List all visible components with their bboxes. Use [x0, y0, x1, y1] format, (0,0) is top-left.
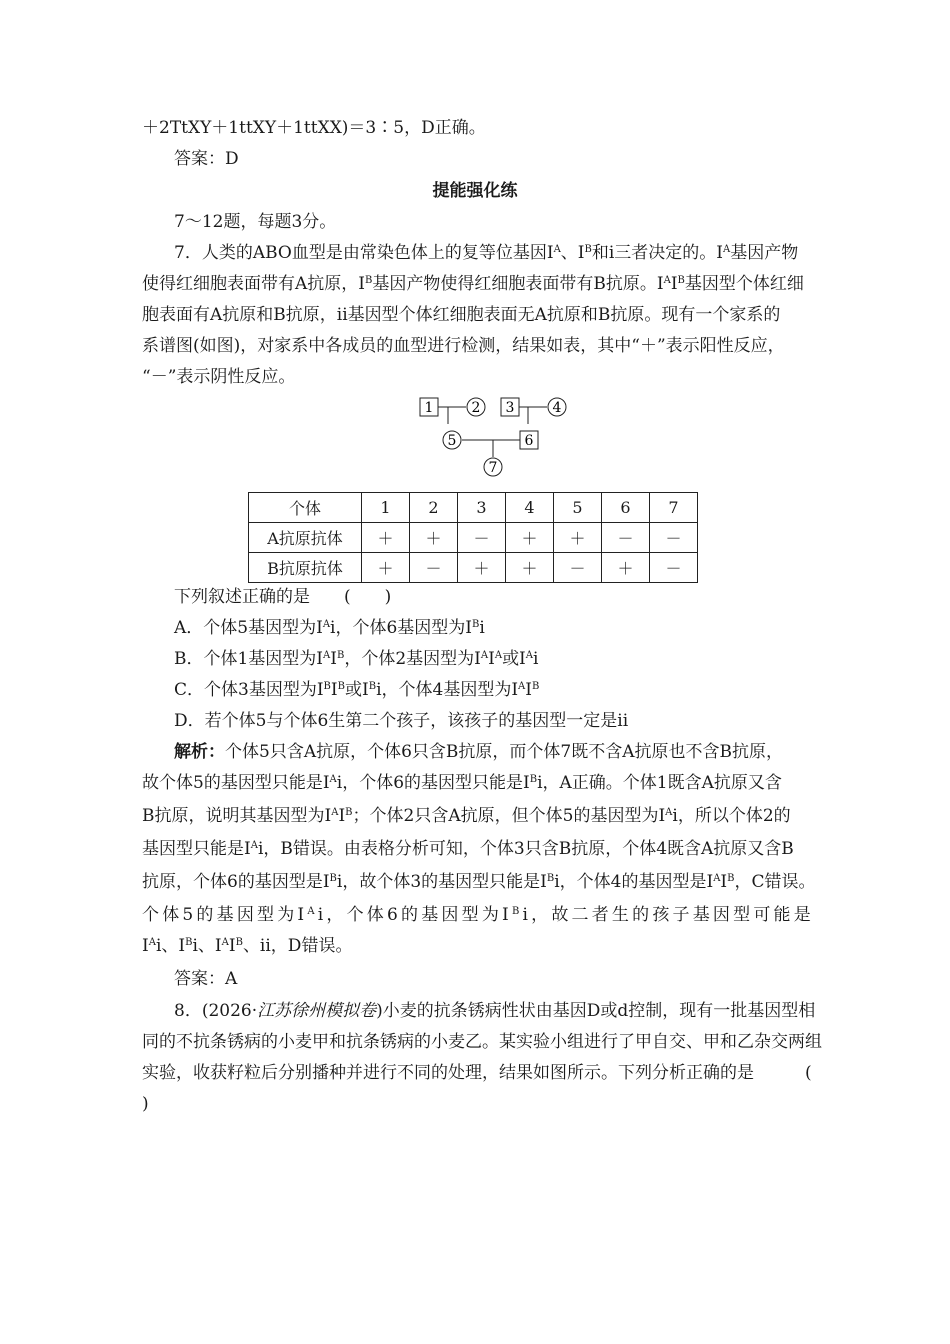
q8-stem-line-4: ): [142, 1094, 149, 1114]
svg-text:5: 5: [447, 433, 457, 449]
q8-stem-line-1: 8．(2026·江苏徐州模拟卷)小麦的抗条锈病性状由基因D或d控制，现有一批基因型相: [174, 1001, 816, 1021]
q7-option-c: C．个体3基因型为$I^BI^B$或$I^Bi$，个体4基因型为$I^AI^B$: [174, 680, 540, 700]
svg-text:7: 7: [488, 460, 498, 476]
q7-option-b: B．个体1基因型为$I^AI^B$，个体2基因型为$I^AI^A$或$I^Ai$: [174, 649, 539, 669]
pedigree-diagram: [410, 392, 580, 484]
q7-stem-line-5: “－”表示阴性反应。: [142, 367, 296, 387]
table-header-row: 个体 1 2 3 4 5 6 7: [249, 493, 698, 523]
q7-explanation-line-4: 基因型只能是$I^Ai$，B错误。由表格分析可知，个体3只含B抗原，个体4既含A抗原又含B: [142, 839, 794, 859]
q7-explanation-line-6: 个体5的基因型为$I^Ai$，个体6的基因型为$I^Bi$，故二者生的孩子基因型可能是: [142, 905, 814, 925]
pedigree-individual-4: [548, 398, 566, 416]
pedigree-individual-3: [501, 398, 519, 416]
q8-stem-line-3: 实验，收获籽粒后分别播种并进行不同的处理，结果如图所示。下列分析正确的是 (: [142, 1063, 812, 1083]
prev-question-tail: ＋2TtXY＋1ttXY＋1ttXX)＝3∶5，D正确。: [142, 118, 486, 138]
table-row: B抗原抗体 ＋ － ＋ ＋ － ＋ －: [249, 553, 698, 583]
pedigree-individual-5: [443, 431, 461, 449]
q7-explanation-line-2: 故个体5的基因型只能是$I^Ai$，个体6的基因型只能是$I^Bi$，A正确。个体1既含A抗原又含: [142, 773, 782, 793]
prev-answer: 答案：D: [174, 149, 239, 169]
q7-option-a: A．个体5基因型为$I^Ai$，个体6基因型为$I^Bi$: [174, 618, 485, 638]
q7-prompt: 下列叙述正确的是 ( ): [174, 587, 392, 607]
svg-text:6: 6: [524, 433, 534, 449]
svg-text:2: 2: [471, 400, 481, 416]
q7-stem-line-3: 胞表面有A抗原和B抗原，ii基因型个体红细胞表面无A抗原和B抗原。现有一个家系的: [142, 305, 781, 325]
q8-stem-line-2: 同的不抗条锈病的小麦甲和抗条锈病的小麦乙。某实验小组进行了甲自交、甲和乙杂交两组: [142, 1032, 822, 1052]
antigen-result-table: [248, 492, 698, 583]
table-row: A抗原抗体 ＋ ＋ － ＋ ＋ － －: [249, 523, 698, 553]
q7-stem-line-1: 7．人类的ABO血型是由常染色体上的复等位基因$I^A$、$I^B$和i三者决定的。$I^A$基因产物: [174, 243, 799, 263]
pedigree-individual-2: [467, 398, 485, 416]
section-note: 7～12题，每题3分。: [174, 212, 337, 232]
svg-text:3: 3: [505, 400, 515, 416]
pedigree-individual-1: [420, 398, 438, 416]
q7-explanation-line-5: 抗原，个体6的基因型是$I^Bi$，故个体3的基因型只能是$I^Bi$，个体4的基因型是$I^AI^B$，C错误。: [142, 872, 816, 892]
svg-text:4: 4: [552, 400, 562, 416]
q7-explanation-line-3: B抗原，说明其基因型为$I^AI^B$；个体2只含A抗原，但个体5的基因型为$I^Ai$，所以个体2的: [142, 806, 791, 826]
pedigree-individual-6: [520, 431, 538, 449]
svg-text:1: 1: [424, 400, 434, 416]
section-title: 提能强化练: [432, 181, 518, 201]
q7-explanation-line-1: 解析：个体5只含A抗原，个体6只含B抗原，而个体7既不含A抗原也不含B抗原，: [174, 742, 783, 762]
q7-explanation-line-7: $I^Ai$、$I^Bi$、$I^AI^B$、ii，D错误。: [142, 936, 353, 956]
q7-stem-line-2: 使得红细胞表面带有A抗原，$I^B$基因产物使得红细胞表面带有B抗原。$I^AI^B$基因型个体红细: [142, 274, 804, 294]
pedigree-individual-7: [484, 458, 502, 476]
q7-stem-line-4: 系谱图(如图)，对家系中各成员的血型进行检测，结果如表，其中“＋”表示阳性反应，: [142, 336, 785, 356]
q7-answer: 答案：A: [174, 969, 238, 989]
q7-option-d: D．若个体5与个体6生第二个孩子，该孩子的基因型一定是ii: [174, 711, 629, 731]
